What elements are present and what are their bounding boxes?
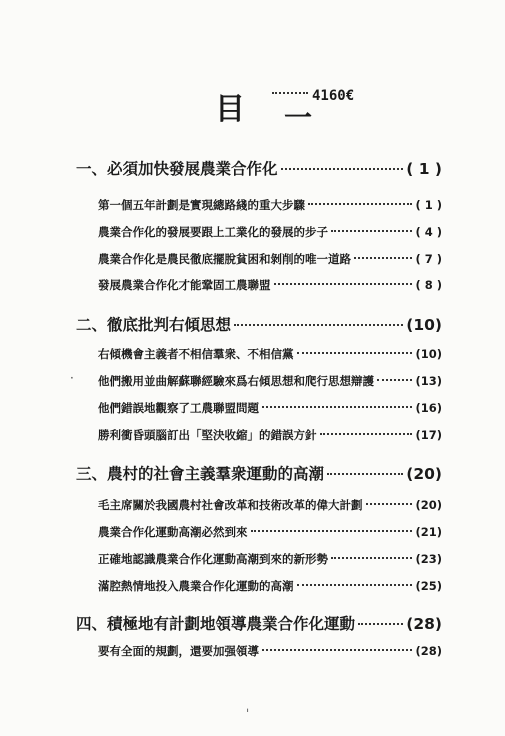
toc-item-title: 農業合作化是農民徹底擺脫貧困和剝削的唯一道路: [98, 252, 351, 266]
toc-page-number: (17): [415, 428, 442, 442]
toc-section-title: 一、必須加快發展農業合作化: [76, 159, 278, 178]
toc-item[interactable]: [98, 524, 442, 540]
toc-page-number: ( 8 ): [415, 278, 442, 292]
toc-page-number: ( 1 ): [406, 160, 442, 178]
toc-page-number: ( 1 ): [415, 198, 442, 212]
toc-item[interactable]: [98, 551, 442, 567]
dot-leader: [331, 230, 412, 232]
margin-speck: ·: [70, 371, 74, 385]
dot-leader: [234, 324, 403, 326]
toc-item[interactable]: [98, 346, 442, 362]
toc-item-title: 農業合作化的發展要跟上工業化的發展的步子: [98, 225, 328, 239]
toc-item-title: 毛主席關於我國農村社會改革和技術改革的偉大計劃: [98, 498, 363, 512]
toc-section[interactable]: [76, 612, 442, 634]
toc-section[interactable]: [76, 157, 442, 179]
page-title-second-char: 一: [284, 101, 313, 134]
dot-leader: [281, 168, 404, 170]
toc-section[interactable]: [76, 462, 442, 484]
dot-leader: [308, 203, 412, 205]
toc-item-title: 第一個五年計劃是實現總路綫的重大步驟: [98, 198, 305, 212]
toc-item[interactable]: [98, 497, 442, 513]
toc-item-title: 滿腔熱情地投入農業合作化運動的高潮: [98, 579, 294, 593]
toc-item[interactable]: [98, 277, 442, 293]
toc-item[interactable]: [98, 251, 442, 267]
toc-page-number: ( 7 ): [415, 252, 442, 266]
toc-page-number: (16): [415, 401, 442, 415]
toc-item[interactable]: [98, 643, 442, 659]
toc-item-title: 他們錯誤地觀察了工農聯盟問題: [98, 401, 259, 415]
library-stamp-number: 4160€: [312, 88, 355, 104]
toc-section-title: 四、積極地有計劃地領導農業合作化運動: [76, 614, 356, 633]
dot-leader: [331, 557, 412, 559]
toc-section[interactable]: [76, 313, 442, 335]
dot-leader: [262, 406, 412, 408]
toc-page-number: (20): [415, 498, 442, 512]
toc-section-title: 二、徹底批判右傾思想: [76, 315, 232, 334]
toc-item[interactable]: [98, 224, 442, 240]
toc-item[interactable]: [98, 427, 442, 443]
toc-section-title: 三、農村的社會主義羣衆運動的高潮: [76, 464, 325, 483]
toc-item-title: 農業合作化運動高潮必然到來: [98, 525, 248, 539]
toc-page-number: (21): [415, 525, 442, 539]
toc-item-title: 正確地認識農業合作化運動高潮到來的新形勢: [98, 552, 328, 566]
dot-leader: [358, 623, 403, 625]
toc-page-number: (20): [406, 465, 442, 483]
toc-item-title: 右傾機會主義者不相信羣衆、不相信黨: [98, 347, 294, 361]
dot-leader: [297, 352, 413, 354]
toc-page-number: (13): [415, 374, 442, 388]
toc-item[interactable]: [98, 197, 442, 213]
toc-item[interactable]: [98, 373, 442, 389]
toc-item[interactable]: [98, 578, 442, 594]
dot-leader: [327, 473, 403, 475]
dot-leader: [251, 530, 413, 532]
dot-leader: [320, 433, 413, 435]
toc-page-number: (10): [406, 316, 442, 334]
toc-item-title: 發展農業合作化才能鞏固工農聯盟: [98, 278, 271, 292]
toc-page-number: (10): [415, 347, 442, 361]
dot-leader: [366, 503, 413, 505]
dot-leader: [274, 283, 413, 285]
toc-item-title: 要有全面的規劃，還要加强領導: [98, 644, 259, 658]
dot-leader: [262, 649, 412, 651]
toc-item[interactable]: [98, 400, 442, 416]
page-title: 目: [215, 92, 245, 127]
dot-leader: [297, 584, 413, 586]
toc-page-number: (25): [415, 579, 442, 593]
dot-leader: [377, 379, 412, 381]
toc-page-number: ( 4 ): [415, 225, 442, 239]
toc-page-number: (28): [415, 644, 442, 658]
toc-page-number: (23): [415, 552, 442, 566]
dot-leader: [354, 257, 412, 259]
bottom-tick-mark: ˈ: [246, 707, 250, 721]
toc-item-title: 他們搬用並曲解蘇聯經驗來爲右傾思想和爬行思想辯護: [98, 374, 374, 388]
toc-item-title: 勝利衝昏頭腦訂出「堅決收縮」的錯誤方針: [98, 428, 317, 442]
toc-page-number: (28): [406, 615, 442, 633]
